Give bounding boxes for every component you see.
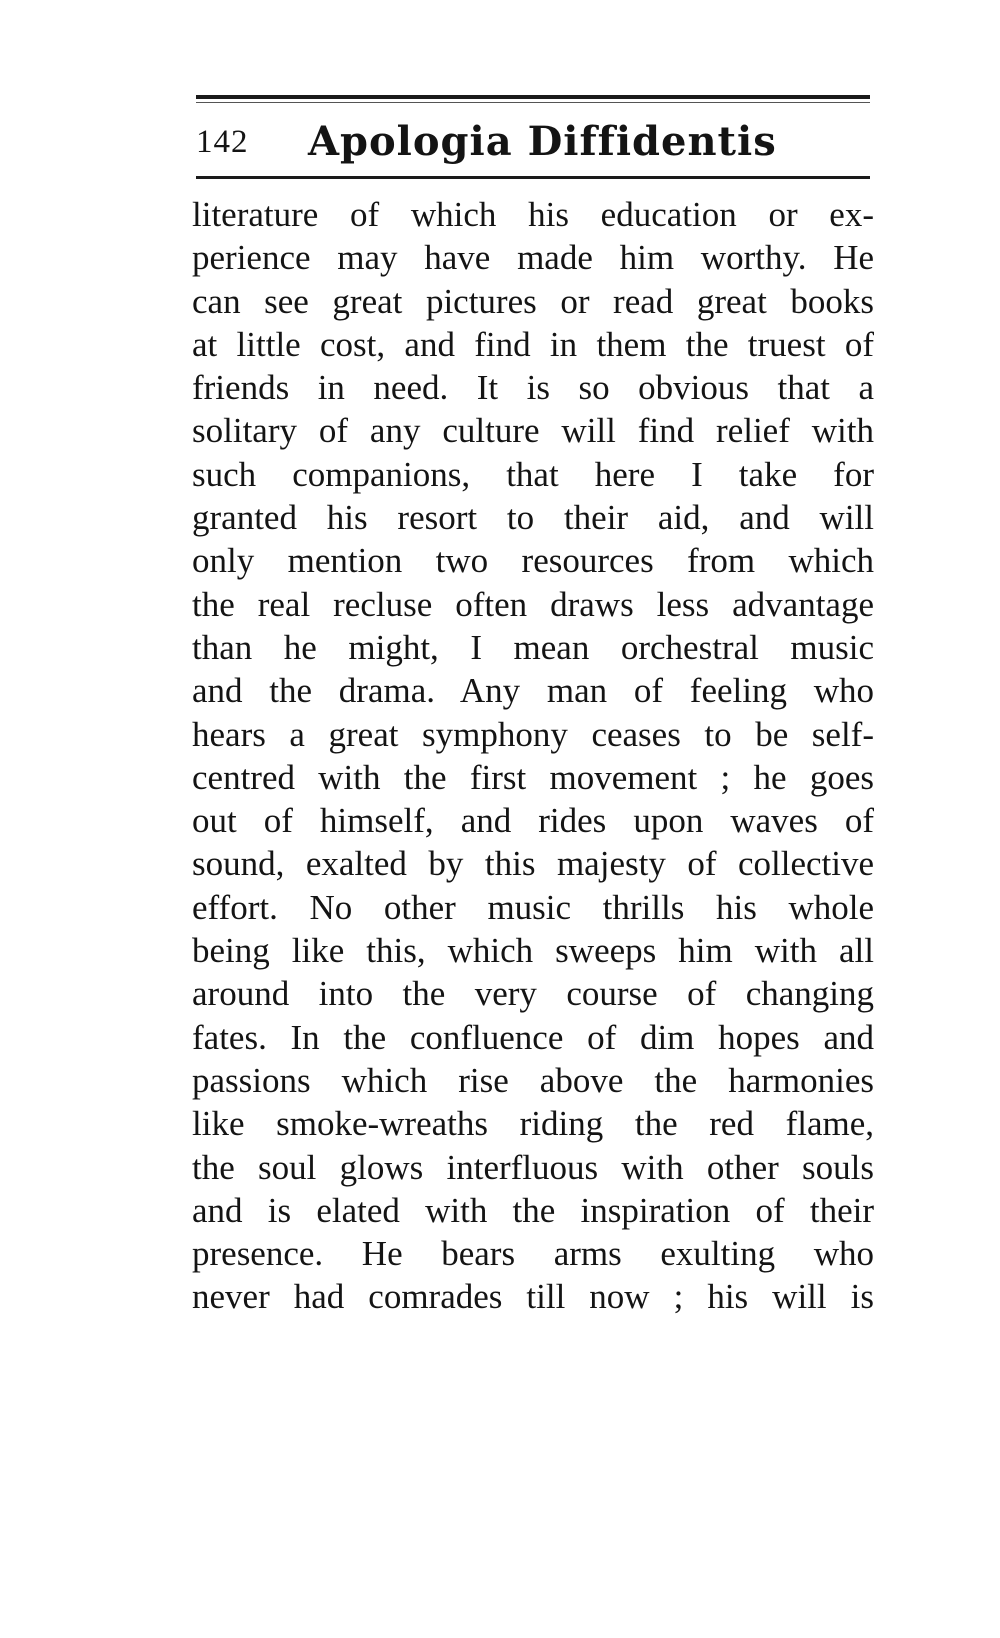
text-line: out of himself, and rides upon waves of [192,801,874,841]
text-line: at little cost, and find in them the truest of [192,324,874,364]
text-line: like smoke-wreaths riding the red flame, [192,1104,874,1144]
text-line: such companions, that here I take for [192,454,874,494]
text-line: around into the very course of changing [192,974,874,1014]
header-top-rule [196,95,870,99]
text-line: passions which rise above the harmonies [192,1060,874,1100]
text-line: never had comrades till now ; his will is [192,1277,874,1317]
text-line: the real recluse often draws less advantage [192,584,874,624]
text-line: friends in need. It is so obvious that a [192,368,874,408]
running-title: Apologia Diffidentis [308,118,777,165]
body-text [192,193,874,1319]
text-line: the soul glows interfluous with other souls [192,1147,874,1187]
text-line: effort. No other music thrills his whole [192,887,874,927]
header-bottom-rule [196,176,870,179]
running-head [196,112,870,168]
text-line: centred with the first movement ; he goes [192,757,874,797]
text-line: and is elated with the inspiration of their [192,1190,874,1230]
text-line: hears a great symphony ceases to be self- [192,714,874,754]
text-line: being like this, which sweeps him with all [192,931,874,971]
text-line: sound, exalted by this majesty of collective [192,844,874,884]
text-line: solitary of any culture will find relief with [192,411,874,451]
text-line: perience may have made him worthy. He [192,238,874,278]
text-line: can see great pictures or read great books [192,281,874,321]
text-line: literature of which his education or ex- [192,195,874,234]
page-number: 142 [196,124,249,160]
text-line: presence. He bears arms exulting who [192,1234,874,1274]
text-line: than he might, I mean orchestral music [192,627,874,667]
header-top-thin-rule [196,102,870,103]
text-line: and the drama. Any man of feeling who [192,671,874,711]
text-line: fates. In the confluence of dim hopes and [192,1017,874,1057]
text-line: only mention two resources from which [192,541,874,581]
text-line: granted his resort to their aid, and will [192,498,874,538]
